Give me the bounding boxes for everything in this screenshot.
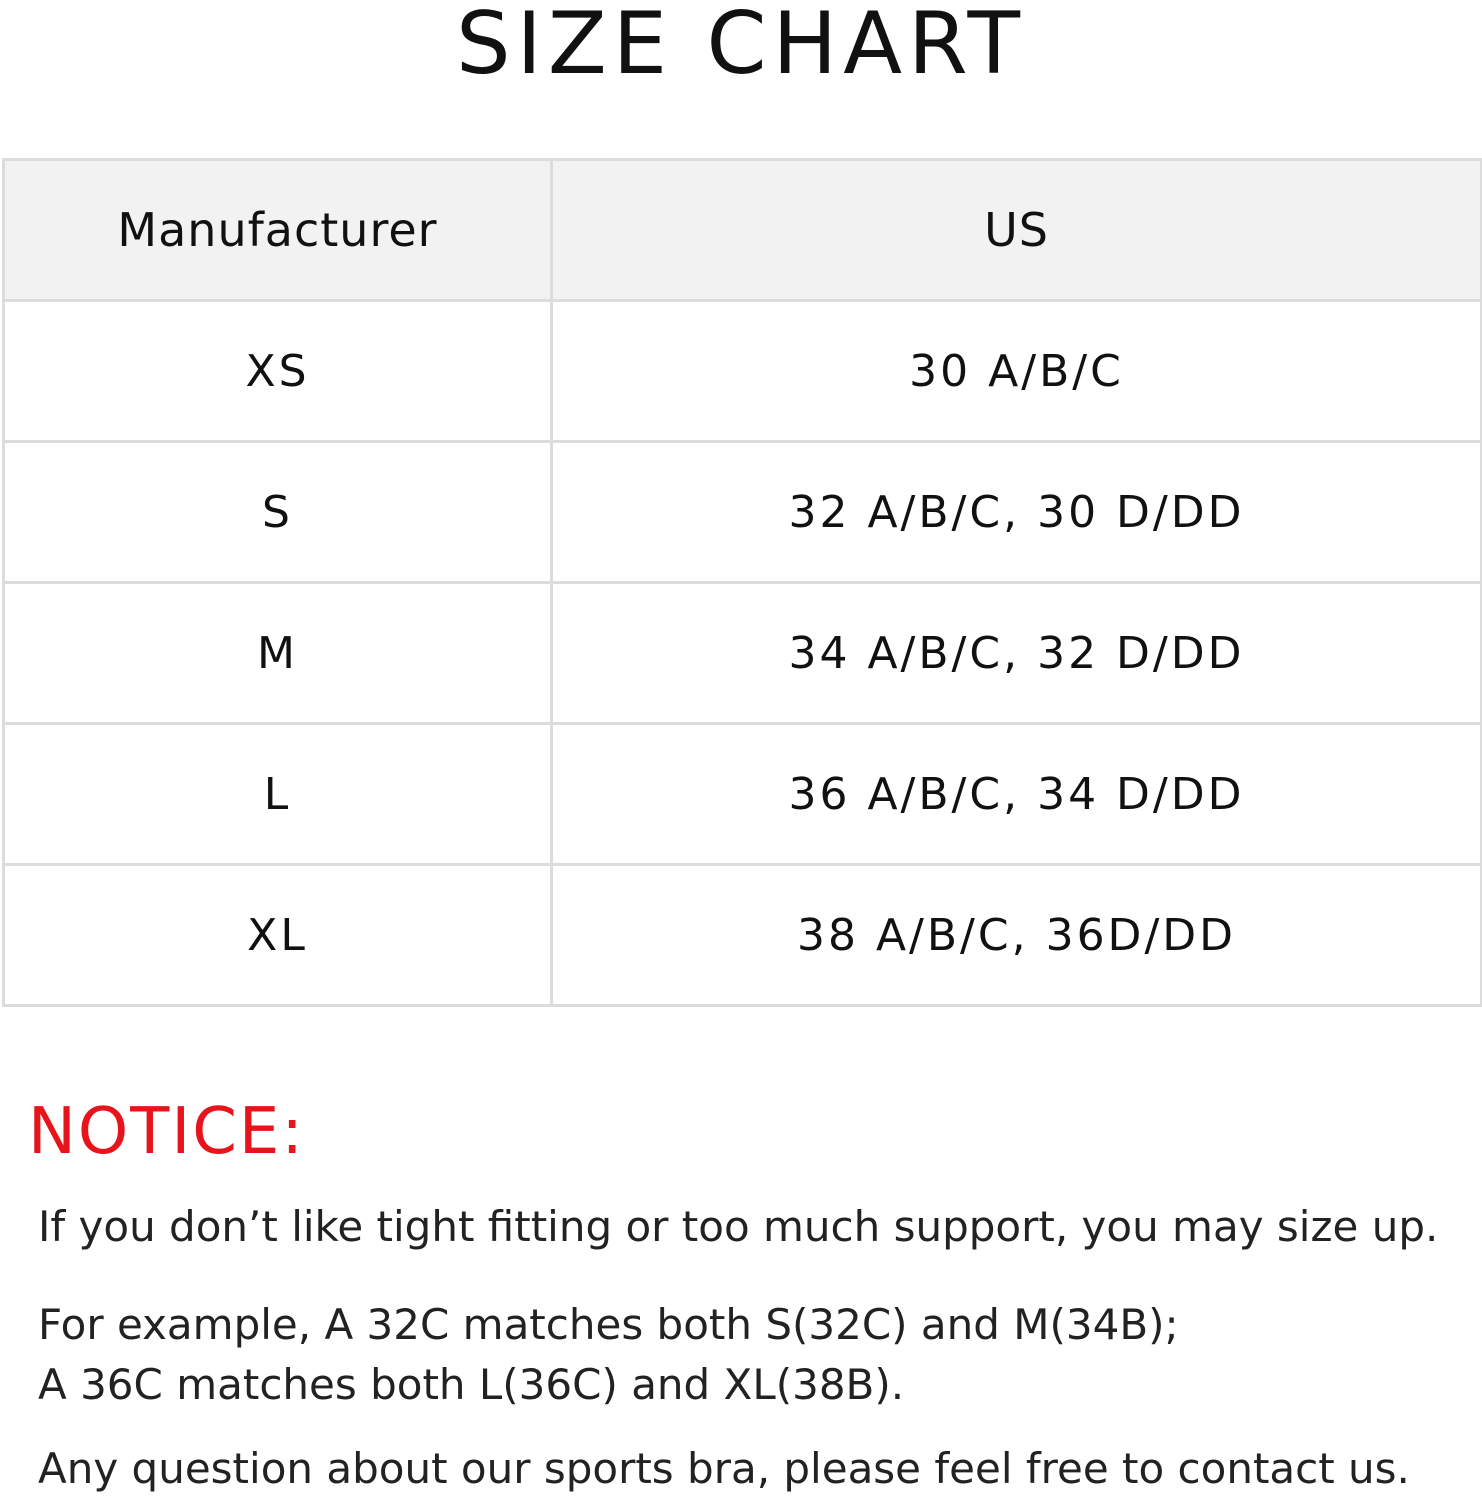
header-manufacturer: Manufacturer [4, 160, 552, 301]
size-cell: S [4, 442, 552, 583]
table-row [4, 583, 1482, 724]
notice-text-size-up: If you don’t like tight fitting or too much support, you may size up. [38, 1202, 1439, 1251]
us-size-cell: 30 A/B/C [552, 301, 1482, 442]
table-header-row [4, 160, 1482, 301]
us-size-cell: 34 A/B/C, 32 D/DD [552, 583, 1482, 724]
table-row [4, 442, 1482, 583]
notice-heading: NOTICE: [28, 1095, 305, 1169]
size-cell: M [4, 583, 552, 724]
size-cell: XS [4, 301, 552, 442]
notice-text-contact: Any question about our sports bra, please feel free to contact us. [38, 1444, 1410, 1493]
notice-text-example-2: A 36C matches both L(36C) and XL(38B). [38, 1360, 905, 1409]
size-chart-table [2, 158, 1482, 1007]
us-size-cell: 32 A/B/C, 30 D/DD [552, 442, 1482, 583]
table-row [4, 724, 1482, 865]
us-size-cell: 38 A/B/C, 36D/DD [552, 865, 1482, 1006]
us-size-cell: 36 A/B/C, 34 D/DD [552, 724, 1482, 865]
page-title: SIZE CHART [455, 0, 1027, 94]
notice-text-example-1: For example, A 32C matches both S(32C) and M(34B); [38, 1300, 1179, 1349]
size-cell: L [4, 724, 552, 865]
table-row [4, 301, 1482, 442]
size-cell: XL [4, 865, 552, 1006]
header-us: US [552, 160, 1482, 301]
table-row [4, 865, 1482, 1006]
